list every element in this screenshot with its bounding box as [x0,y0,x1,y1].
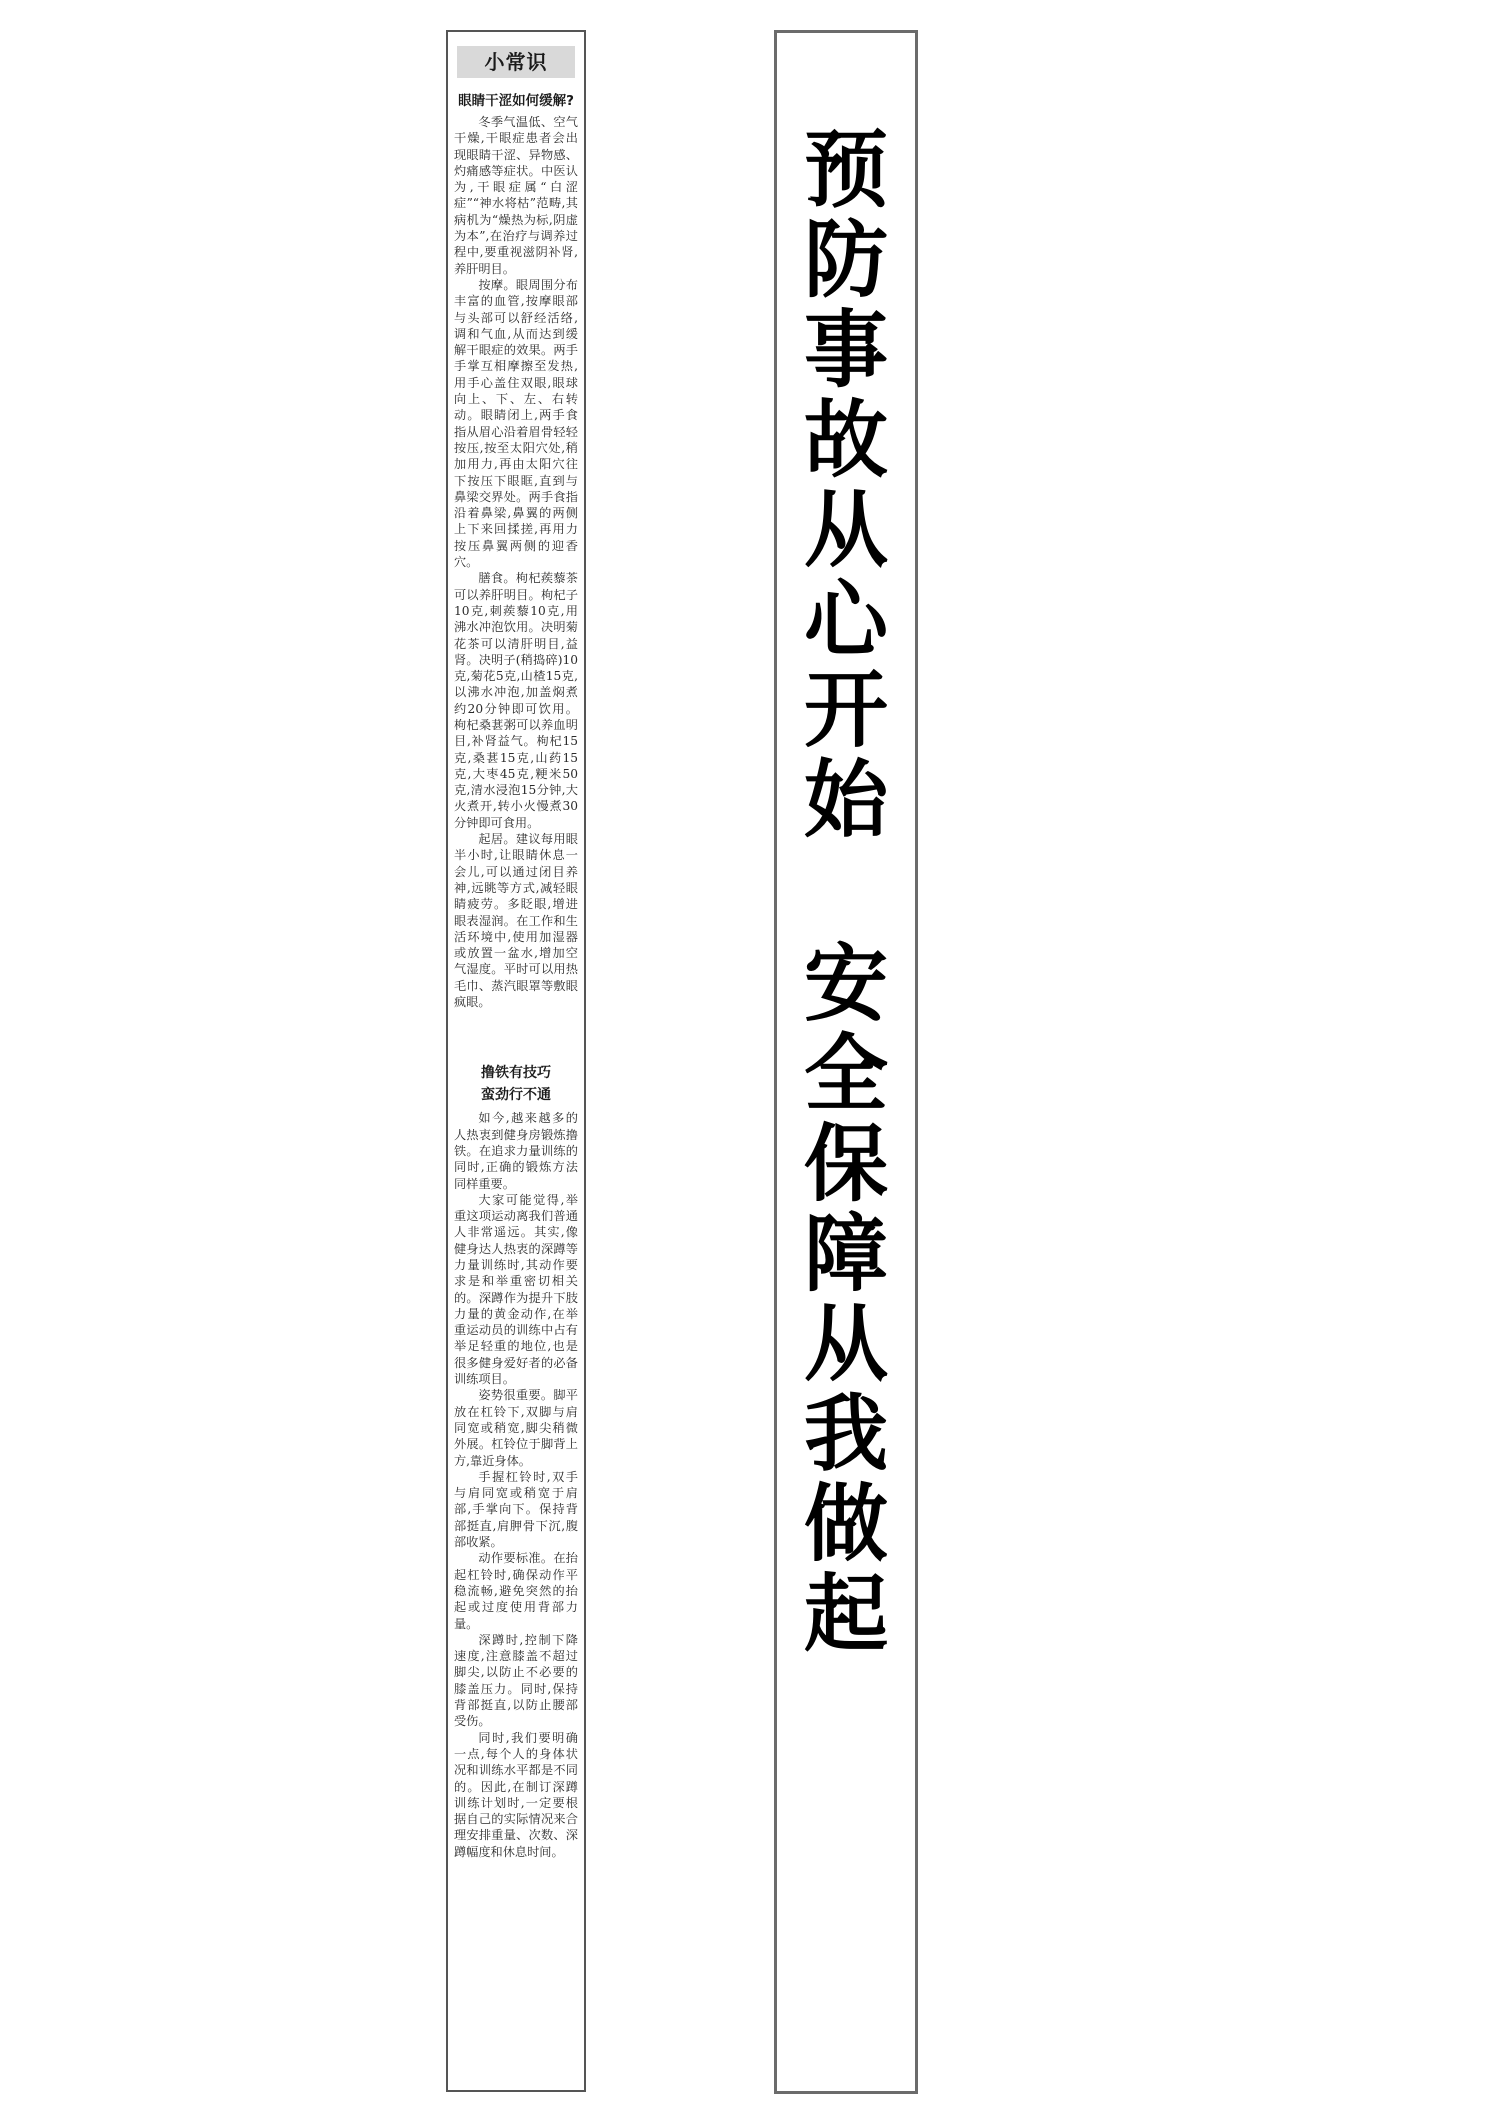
article-paragraph: 起居。建议每用眼半小时,让眼睛休息一会儿,可以通过闭目养神,远眺等方式,减轻眼睛疲劳。多眨眼,增进眼表湿润。在工作和生活环境中,使用加湿器或放置一盆水,增加空气湿度。平时可以用热毛巾、蒸汽眼罩等敷眼疯眼。 [454,832,578,1010]
article-weightlifting [454,1062,578,1860]
slogan-char: 保 [803,1115,888,1213]
article-eye-care [454,92,578,1010]
slogan-char: 全 [803,1025,888,1123]
slogan-char: 安 [803,935,888,1033]
article-title-line: 蛮劲行不通 [481,1087,551,1104]
slogan-char: 故 [803,391,888,489]
column-heading: 小常识 [457,46,575,78]
article-paragraph: 如今,越来越多的人热衷到健身房锻炼撸铁。在追求力量训练的同时,正确的锻炼方法同样重要。 [454,1111,578,1191]
knowledge-column [446,30,586,2092]
slogan-char: 障 [803,1205,888,1303]
article-title [454,1062,578,1106]
article-paragraph: 大家可能觉得,举重这项运动离我们普通人非常遥远。其实,像健身达人热衷的深蹲等力量训练时,其动作要求是和举重密切相关的。深蹲作为提升下肢力量的黄金动作,在举重运动员的训练中占有举足轻重的地位,也是很多健身爱好者的必备训练项目。 [454,1192,578,1387]
slogan-prevent-accidents [803,121,888,849]
article-paragraph: 同时,我们要明确一点,每个人的身体状况和训练水平都是不同的。因此,在制订深蹲训练计划时,一定要根据自己的实际情况来合理安排重量、次数、深蹲幅度和休息时间。 [454,1730,578,1859]
article-paragraph: 动作要标准。在抬起杠铃时,确保动作平稳流畅,避免突然的抬起或过度使用背部力量。 [454,1551,578,1631]
article-paragraph: 姿势很重要。脚平放在杠铃下,双脚与肩同宽或稍宽,脚尖稍微外展。杠铃位于脚背上方,靠近身体。 [454,1388,578,1468]
slogan-char: 事 [803,301,888,399]
slogan-char: 防 [803,211,888,309]
slogan-char: 从 [803,481,888,579]
article-paragraph: 手握杠铃时,双手与肩同宽或稍宽于肩部,手掌向下。保持背部挺直,肩胛骨下沉,腹部收紧。 [454,1469,578,1550]
article-paragraph: 冬季气温低、空气干燥,干眼症患者会出现眼睛干涩、异物感、灼痛感等症状。中医认为,干眼症属“白涩症”“神水将枯”范畴,其病机为“燥热为标,阴虚为本”,在治疗与调养过程中,要重视滋阴补肾,养肝明目。 [454,115,578,276]
slogan-char: 开 [803,661,888,759]
safety-slogan-banner [774,30,918,2094]
slogan-char: 起 [803,1565,888,1663]
article-title-line: 撸铁有技巧 [481,1065,551,1082]
slogan-char: 心 [803,571,888,669]
slogan-char: 我 [803,1385,888,1483]
article-paragraph: 深蹲时,控制下降速度,注意膝盖不超过脚尖,以防止不必要的膝盖压力。同时,保持背部挺直,以防止腰部受伤。 [454,1632,578,1729]
article-paragraph: 膳食。枸杞蒺藜茶可以养肝明目。枸杞子10克,刺蒺藜10克,用沸水冲泡饮用。决明菊花茶可以清肝明目,益肾。决明子(稍捣碎)10克,菊花5克,山楂15克,以沸水冲泡,加盖焖煮约20分钟即可饮用。枸杞桑葚粥可以养血明目,补肾益气。枸杞15克,桑葚15克,山药15克,大枣45克,粳米50克,清水浸泡15分钟,大火煮开,转小火慢煮30分钟即可食用。 [454,571,578,830]
slogan-char: 做 [803,1475,888,1573]
article-paragraph: 按摩。眼周围分布丰富的血管,按摩眼部与头部可以舒经活络,调和气血,从而达到缓解干眼症的效果。两手手掌互相摩擦至发热,用手心盖住双眼,眼球向上、下、左、右转动。眼睛闭上,两手食指从眉心沿着眉骨轻轻按压,按至太阳穴处,稍加用力,再由太阳穴往下按压下眼眶,直到与鼻梁交界处。两手食指沿着鼻梁,鼻翼的两侧上下来回揉搓,再用力按压鼻翼两侧的迎香穴。 [454,277,578,570]
article-title: 眼睛干涩如何缓解? [458,93,574,109]
slogan-char: 预 [803,121,888,219]
slogan-char: 从 [803,1295,888,1393]
slogan-safety-guarantee [803,935,888,1663]
slogan-char: 始 [803,751,888,849]
